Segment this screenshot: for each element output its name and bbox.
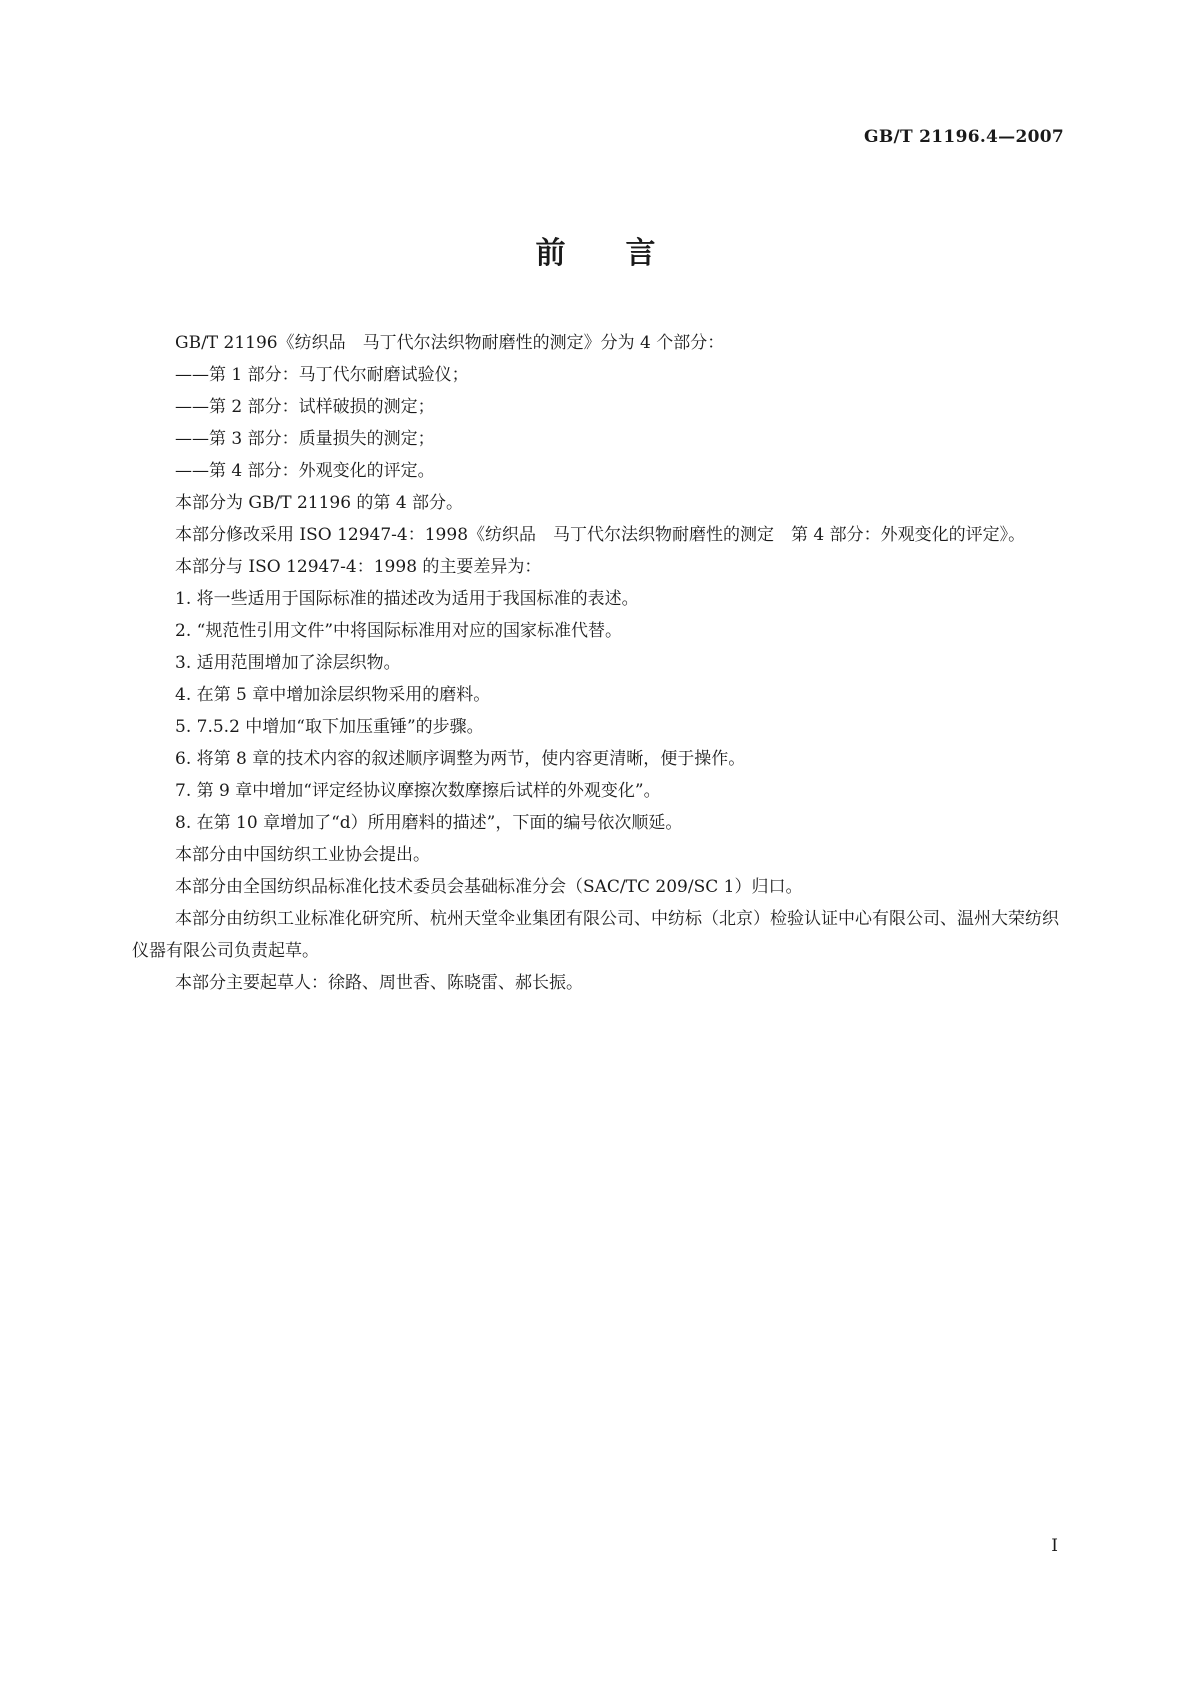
- paragraph: 本部分由纺织工业标准化研究所、杭州天堂伞业集团有限公司、中纺标（北京）检验认证中心有限公司、温州大荣纺织仪器有限公司负责起草。: [132, 909, 1059, 961]
- paragraph: GB/T 21196《纺织品 马丁代尔法织物耐磨性的测定》分为 4 个部分：: [175, 333, 725, 353]
- paragraph: 本部分由中国纺织工业协会提出。: [175, 845, 430, 865]
- paragraph: 本部分为 GB/T 21196 的第 4 部分。: [175, 493, 464, 513]
- list-item: 2. “规范性引用文件”中将国际标准用对应的国家标准代替。: [175, 621, 623, 641]
- standard-code: GB/T 21196.4—2007: [864, 127, 1064, 147]
- list-item: 8. 在第 10 章增加了“d）所用磨料的描述”，下面的编号依次顺延。: [175, 813, 683, 833]
- paragraph: 本部分与 ISO 12947-4：1998 的主要差异为：: [175, 557, 542, 577]
- list-item: 7. 第 9 章中增加“评定经协议摩擦次数摩擦后试样的外观变化”。: [175, 781, 661, 801]
- paragraph: 本部分由全国纺织品标准化技术委员会基础标准分会（SAC/TC 209/SC 1）归口。: [175, 877, 803, 897]
- page-number: I: [1051, 1536, 1058, 1556]
- list-item: 6. 将第 8 章的技术内容的叙述顺序调整为两节，使内容更清晰，便于操作。: [175, 749, 746, 769]
- list-item: ——第 3 部分：质量损失的测定；: [175, 429, 435, 449]
- list-item: ——第 2 部分：试样破损的测定；: [175, 397, 435, 417]
- list-item: 5. 7.5.2 中增加“取下加压重锤”的步骤。: [175, 717, 484, 737]
- list-item: 4. 在第 5 章中增加涂层织物采用的磨料。: [175, 685, 491, 705]
- list-item: ——第 4 部分：外观变化的评定。: [175, 461, 435, 481]
- paragraph: 本部分主要起草人：徐路、周世香、陈晓雷、郝长振。: [175, 973, 583, 993]
- list-item: ——第 1 部分：马丁代尔耐磨试验仪；: [175, 365, 469, 385]
- paragraph: 本部分修改采用 ISO 12947-4：1998《纺织品 马丁代尔法织物耐磨性的测定 第 4 部分：外观变化的评定》。: [175, 525, 1026, 545]
- list-item: 1. 将一些适用于国际标准的描述改为适用于我国标准的表述。: [175, 589, 639, 609]
- list-item: 3. 适用范围增加了涂层织物。: [175, 653, 401, 673]
- page-title: 前言: [535, 236, 716, 271]
- foreword-body: [132, 327, 1059, 999]
